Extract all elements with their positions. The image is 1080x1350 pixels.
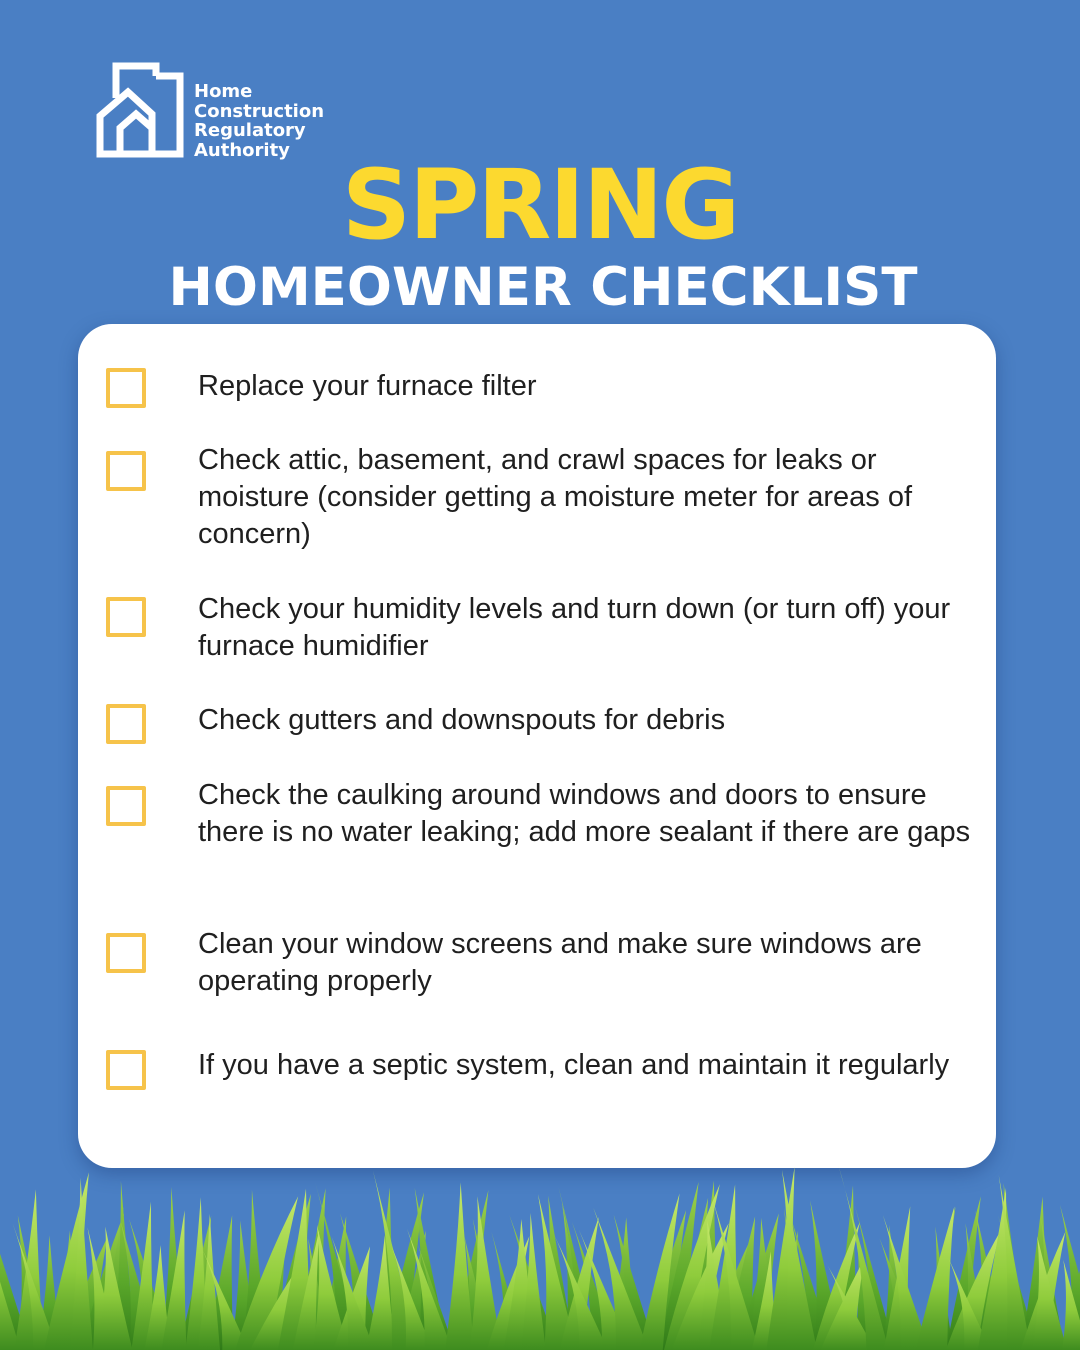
checkbox[interactable] (106, 1050, 146, 1090)
checkbox[interactable] (106, 933, 146, 973)
checklist-item-text: Check gutters and downspouts for debris (198, 704, 726, 736)
brand-logo (94, 62, 344, 162)
brand-name-line: Authority (194, 139, 290, 161)
checklist-item-text: Replace your furnace filter (198, 370, 537, 402)
brand-name-line: Construction (194, 100, 325, 122)
brand-name (194, 82, 324, 160)
brand-name-line: Home (194, 81, 253, 102)
checkbox[interactable] (106, 786, 146, 826)
checkbox[interactable] (106, 368, 146, 408)
brand-name-line: Regulatory (194, 120, 306, 141)
grass-illustration (0, 1155, 1080, 1350)
checklist-item-text: Check attic, basement, and crawl spaces for leaks or moisture (consider getting a moisture meter for areas of concern) (198, 444, 913, 550)
checklist-item-text: Check your humidity levels and turn down (or turn off) your furnace humidifier (198, 593, 951, 662)
checklist-item-text: If you have a septic system, clean and maintain it regularly (198, 1049, 950, 1081)
checklist-item-text: Clean your window screens and make sure windows are operating properly (198, 928, 922, 997)
page-title: SPRING (341, 149, 739, 261)
checklist-card (78, 324, 996, 1168)
checklist-item-text: Check the caulking around windows and doors to ensure there is no water leaking; add more sealant if there are gaps (198, 779, 971, 848)
page-subtitle: HOMEOWNER CHECKLIST (168, 257, 918, 318)
building-outline-icon (94, 62, 186, 158)
checkbox[interactable] (106, 597, 146, 637)
checkbox[interactable] (106, 704, 146, 744)
checkbox[interactable] (106, 451, 146, 491)
